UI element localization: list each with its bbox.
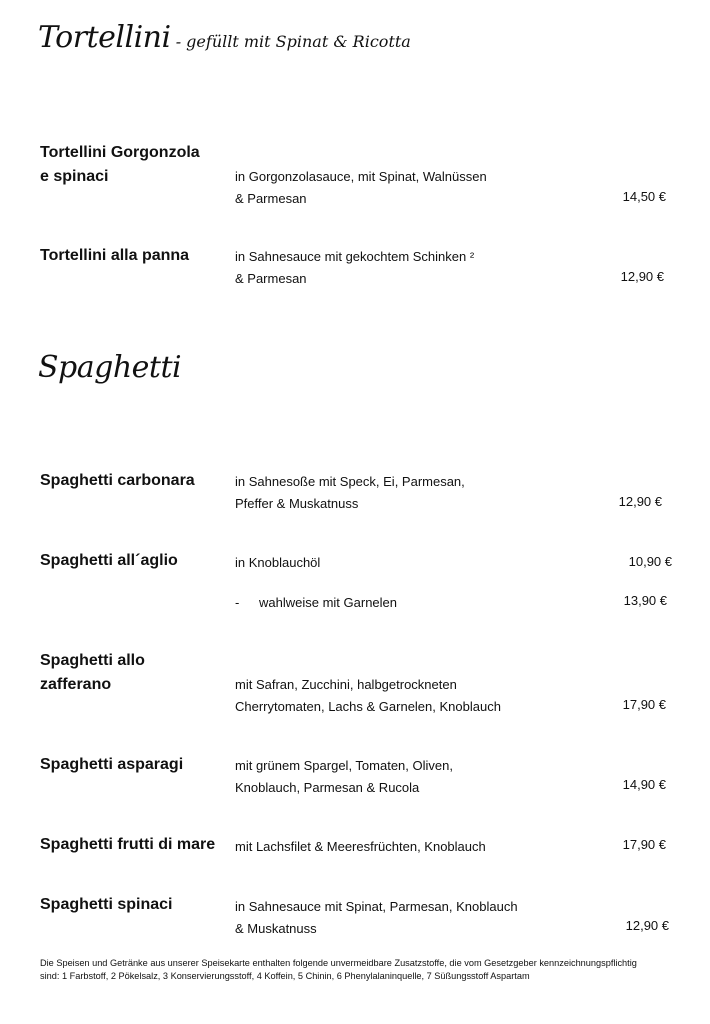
menu-item-price: 12,90 € xyxy=(620,269,664,284)
desc-line: Knoblauch, Parmesan & Rucola xyxy=(235,779,420,795)
name-line: Tortellini Gorgonzola xyxy=(40,144,200,161)
name-line: Spaghetti asparagi xyxy=(40,756,184,773)
footnote-line: Die Speisen und Getränke aus unserer Speisekarte enthalten folgende unvermeidbare Zusatzstoffe, die vom Gesetzgeber kennzeichnungspflichtig xyxy=(40,958,637,968)
menu-item-name xyxy=(40,469,195,493)
name-line: Spaghetti allo xyxy=(40,652,145,669)
menu-item-name xyxy=(40,141,200,189)
option-label: wahlweise mit Garnelen xyxy=(259,595,398,610)
menu-item-price: 14,90 € xyxy=(622,777,666,792)
option-price: 13,90 € xyxy=(623,593,667,608)
menu-item-price: 12,90 € xyxy=(625,918,669,933)
section-heading-spaghetti xyxy=(38,350,181,385)
allergen-footnote xyxy=(40,957,700,982)
name-line: Spaghetti all´aglio xyxy=(40,552,178,569)
desc-line: mit Lachsfilet & Meeresfrüchten, Knoblauch xyxy=(235,839,486,854)
desc-line: in Gorgonzolasauce, mit Spinat, Walnüssen xyxy=(235,169,487,184)
menu-item-description xyxy=(235,674,501,717)
menu-item-description xyxy=(235,246,474,289)
name-line: Tortellini alla panna xyxy=(40,247,190,264)
menu-item-name xyxy=(40,753,183,777)
menu-item-name xyxy=(40,649,145,697)
menu-item-description xyxy=(235,552,320,574)
name-line: Spaghetti spinaci xyxy=(40,896,173,913)
menu-item-name xyxy=(40,244,189,268)
desc-line: in Sahnesauce mit gekochtem Schinken ² xyxy=(235,249,475,264)
name-line: zafferano xyxy=(40,676,112,693)
menu-item-price: 17,90 € xyxy=(622,697,666,712)
menu-item-description xyxy=(235,896,518,939)
desc-line: mit Safran, Zucchini, halbgetrockneten xyxy=(235,677,457,692)
option-dash: - xyxy=(235,595,240,610)
menu-item-description xyxy=(235,471,465,514)
desc-line: in Sahnesauce mit Spinat, Parmesan, Knoblauch xyxy=(235,899,518,914)
menu-item-price: 17,90 € xyxy=(622,837,666,852)
menu-item-price: 12,90 € xyxy=(618,494,662,509)
desc-line: mit grünem Spargel, Tomaten, Oliven, xyxy=(235,758,453,773)
desc-line: Cherrytomaten, Lachs & Garnelen, Knoblauch xyxy=(235,698,501,714)
section-title: Spaghetti xyxy=(38,350,182,385)
name-line: e spinaci xyxy=(40,168,109,185)
section-title: Tortellini xyxy=(38,20,171,55)
menu-item-name xyxy=(40,893,172,917)
desc-line: & Muskatnuss xyxy=(235,920,317,936)
menu-item-description xyxy=(235,755,453,798)
desc-line: & Parmesan xyxy=(235,270,307,286)
desc-line: in Knoblauchöl xyxy=(235,555,321,570)
menu-item-description xyxy=(235,836,486,858)
section-subtitle: - gefüllt mit Spinat & Ricotta xyxy=(175,32,411,51)
menu-item-name xyxy=(40,833,215,857)
menu-item-price: 14,50 € xyxy=(622,189,666,204)
section-heading-tortellini xyxy=(38,20,411,55)
name-line: Spaghetti frutti di mare xyxy=(40,836,216,853)
name-line: Spaghetti carbonara xyxy=(40,472,195,489)
menu-item-price: 10,90 € xyxy=(628,554,672,569)
menu-item-description xyxy=(235,166,487,209)
footnote-line: sind: 1 Farbstoff, 2 Pökelsalz, 3 Konservierungsstoff, 4 Koffein, 5 Chinin, 6 Phenylalaninquelle, 7 Süßungsstoff Aspartam xyxy=(40,970,530,981)
desc-line: in Sahnesoße mit Speck, Ei, Parmesan, xyxy=(235,474,465,489)
desc-line: & Parmesan xyxy=(235,190,307,206)
menu-item-name xyxy=(40,549,178,573)
desc-line: Pfeffer & Muskatnuss xyxy=(235,495,359,511)
